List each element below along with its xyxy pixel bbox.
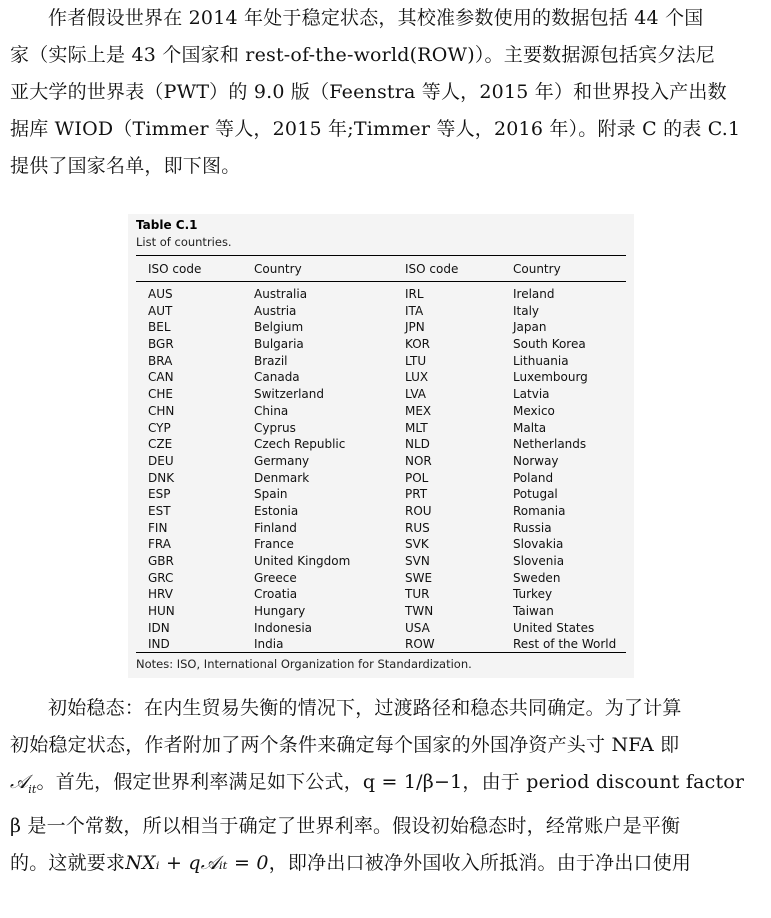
country-cell: South Korea xyxy=(513,337,586,352)
steady-line-text: 的。这就要求 xyxy=(10,851,126,874)
table-row xyxy=(128,319,634,336)
iso-code-cell: BGR xyxy=(148,337,174,352)
country-cell: Australia xyxy=(254,287,308,301)
country-cell: Spain xyxy=(254,487,288,502)
iso-code-cell: LVA xyxy=(405,387,427,402)
country-cell: Poland xyxy=(513,470,554,485)
header-country: Country xyxy=(254,262,302,276)
country-cell: China xyxy=(254,403,289,418)
country-cell: Finland xyxy=(254,520,297,535)
intro-line: 提供了国家名单，即下图。 xyxy=(10,155,241,177)
country-cell: Lithuania xyxy=(513,353,569,368)
country-table-figure xyxy=(128,214,634,678)
iso-code-cell: CYP xyxy=(148,420,171,435)
country-cell: Potugal xyxy=(513,487,558,502)
country-cell: Taiwan xyxy=(513,604,554,619)
iso-code-cell: GRC xyxy=(148,570,174,585)
iso-code-cell: LUX xyxy=(405,370,429,385)
table-header-row xyxy=(128,262,634,280)
iso-code-cell: BEL xyxy=(148,320,171,335)
table-row xyxy=(128,586,634,603)
steady-line: β 是一个常数，所以相当于确定了世界利率。假设初始稳态时，经常账户是平衡 xyxy=(10,814,681,837)
country-cell: Hungary xyxy=(254,604,306,619)
country-cell: Slovenia xyxy=(513,554,565,568)
country-cell: Estonia xyxy=(254,503,299,518)
steady-line-text: 。首先，假定世界利率满足如下公式，q = 1/β−1，由于 period discount factor xyxy=(36,771,745,793)
iso-code-cell: CZE xyxy=(148,437,173,452)
intro-line: 亚大学的世界表（PWT）的 9.0 版（Feenstra 等人，2015 年）和世界投入产出数 xyxy=(10,81,727,103)
table-row xyxy=(128,436,634,453)
country-cell: Romania xyxy=(513,503,566,518)
table-title: Table C.1 xyxy=(136,218,198,232)
country-cell: India xyxy=(254,637,284,652)
header-iso-code: ISO code xyxy=(148,262,202,276)
table-bottom-rule xyxy=(136,652,626,653)
country-cell: Mexico xyxy=(513,403,555,418)
country-cell: Cyprus xyxy=(254,420,296,435)
iso-code-cell: TUR xyxy=(405,587,430,602)
iso-code-cell: HUN xyxy=(148,604,175,619)
iso-code-cell: DEU xyxy=(148,453,174,468)
table-row xyxy=(128,520,634,537)
country-cell: Ireland xyxy=(513,287,555,301)
iso-code-cell: NLD xyxy=(405,437,430,452)
iso-code-cell: POL xyxy=(405,470,429,485)
intro-paragraph xyxy=(10,0,762,185)
country-cell: France xyxy=(254,537,294,552)
country-cell: Norway xyxy=(513,453,559,468)
iso-code-cell: USA xyxy=(405,620,430,635)
country-cell: Turkey xyxy=(513,587,553,602)
iso-code-cell: ITA xyxy=(405,303,424,318)
country-cell: United Kingdom xyxy=(254,554,351,568)
iso-code-cell: JPN xyxy=(405,320,425,335)
table-row xyxy=(128,570,634,587)
table-row xyxy=(128,303,634,320)
iso-code-cell: AUT xyxy=(148,303,173,318)
country-cell: Croatia xyxy=(254,587,298,602)
header-country: Country xyxy=(513,262,561,276)
steady-line: 初始稳定状态，作者附加了两个条件来确定每个国家的外国净资产头寸 NFA 即 xyxy=(10,734,680,756)
table-row xyxy=(128,536,634,553)
country-cell: Germany xyxy=(254,453,310,468)
iso-code-cell: CHN xyxy=(148,403,175,418)
table-top-rule xyxy=(136,255,626,256)
country-cell: Russia xyxy=(513,520,552,535)
iso-code-cell: DNK xyxy=(148,470,175,485)
table-row xyxy=(128,403,634,420)
iso-code-cell: MEX xyxy=(405,403,432,418)
intro-line: 作者假设世界在 2014 年处于稳定状态，其校准参数使用的数据包括 44 个国 xyxy=(48,7,704,29)
table-row xyxy=(128,453,634,470)
iso-code-cell: KOR xyxy=(405,337,430,352)
iso-code-cell: BRA xyxy=(148,353,173,368)
iso-code-cell: ROW xyxy=(405,637,435,652)
table-subtitle: List of countries. xyxy=(136,235,232,249)
country-cell: Switzerland xyxy=(254,387,324,402)
steady-line xyxy=(10,845,762,882)
country-cell: Rest of the World xyxy=(513,637,617,652)
country-cell: Brazil xyxy=(254,353,288,368)
country-cell: Czech Republic xyxy=(254,437,346,452)
country-cell: Greece xyxy=(254,570,297,585)
iso-code-cell: LTU xyxy=(405,353,427,368)
iso-code-cell: GBR xyxy=(148,554,174,568)
steady-state-paragraph xyxy=(10,690,762,882)
country-cell: Indonesia xyxy=(254,620,313,635)
table-row xyxy=(128,420,634,437)
iso-code-cell: FRA xyxy=(148,537,171,552)
iso-code-cell: HRV xyxy=(148,587,173,602)
iso-code-cell: IDN xyxy=(148,620,170,635)
iso-code-cell: ROU xyxy=(405,503,432,518)
country-cell: Netherlands xyxy=(513,437,587,452)
table-notes: Notes: ISO, International Organization for Standardization. xyxy=(136,657,472,671)
table-row xyxy=(128,553,634,570)
table-row xyxy=(128,620,634,637)
table-header-rule xyxy=(136,281,626,282)
iso-code-cell: IRL xyxy=(405,287,424,301)
steady-line: 初始稳态：在内生贸易失衡的情况下，过渡路径和稳态共同确定。为了计算 xyxy=(48,697,682,719)
iso-code-cell: RUS xyxy=(405,520,430,535)
country-cell: Austria xyxy=(254,303,297,318)
country-cell: Belgium xyxy=(254,320,304,335)
table-row xyxy=(128,470,634,487)
table-row xyxy=(128,336,634,353)
iso-code-cell: AUS xyxy=(148,287,173,301)
country-cell: United States xyxy=(513,620,595,635)
country-cell: Sweden xyxy=(513,570,561,585)
table-row xyxy=(128,353,634,370)
intro-line: 家（实际上是 43 个国家和 rest-of-the-world(ROW)）。主要数据源包括宾夕法尼 xyxy=(10,44,715,66)
table-row xyxy=(128,386,634,403)
iso-code-cell: SVK xyxy=(405,537,429,552)
iso-code-cell: SWE xyxy=(405,570,433,585)
country-cell: Canada xyxy=(254,370,300,385)
header-iso-code: ISO code xyxy=(405,262,459,276)
steady-line-text: ，即净出口被净外国收入所抵消。由于净出口使用 xyxy=(268,851,692,874)
table-row xyxy=(128,603,634,620)
table-row xyxy=(128,486,634,503)
nfa-subscript: it xyxy=(28,782,37,796)
intro-line: 据库 WIOD（Timmer 等人，2015 年;Timmer 等人，2016 年）。附录 C 的表 C.1 xyxy=(10,118,741,140)
country-cell: Malta xyxy=(513,420,547,435)
table-body xyxy=(128,286,634,653)
steady-line xyxy=(10,764,762,808)
country-cell: Luxembourg xyxy=(513,370,588,385)
table-row xyxy=(128,369,634,386)
country-cell: Latvia xyxy=(513,387,550,402)
iso-code-cell: FIN xyxy=(148,520,168,535)
nfa-symbol: 𝒜 xyxy=(10,771,29,793)
iso-code-cell: CAN xyxy=(148,370,174,385)
iso-code-cell: NOR xyxy=(405,453,432,468)
iso-code-cell: IND xyxy=(148,637,170,652)
iso-code-cell: SVN xyxy=(405,554,430,568)
iso-code-cell: ESP xyxy=(148,487,171,502)
country-cell: Denmark xyxy=(254,470,310,485)
country-cell: Japan xyxy=(513,320,547,335)
country-cell: Bulgaria xyxy=(254,337,304,352)
iso-code-cell: MLT xyxy=(405,420,428,435)
table-row xyxy=(128,636,634,653)
table-row xyxy=(128,286,634,303)
iso-code-cell: EST xyxy=(148,503,171,518)
table-row xyxy=(128,503,634,520)
iso-code-cell: PRT xyxy=(405,487,428,502)
country-cell: Slovakia xyxy=(513,537,564,552)
iso-code-cell: CHE xyxy=(148,387,173,402)
current-account-equation: NXᵢ + q𝒜ᵢₜ = 0 xyxy=(125,851,269,874)
iso-code-cell: TWN xyxy=(405,604,434,619)
country-cell: Italy xyxy=(513,303,540,318)
